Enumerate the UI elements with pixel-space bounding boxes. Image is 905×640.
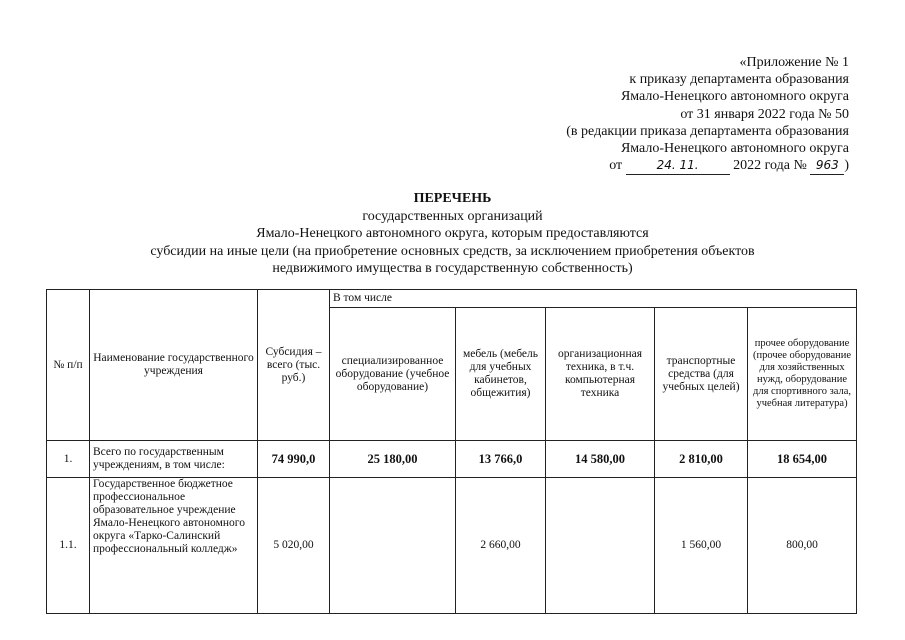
document-title	[0, 190, 905, 278]
row-office: 14 580,00	[546, 441, 655, 478]
handwritten-date: 24. 11.	[626, 157, 730, 175]
appendix-line-6: Ямало-Ненецкого автономного округа	[620, 141, 849, 157]
row-other: 800,00	[748, 478, 857, 614]
appendix-line-5: (в редакции приказа департамента образования	[566, 123, 849, 139]
year-text: 2022 года №	[733, 158, 807, 174]
organizations-table	[46, 289, 857, 614]
row-name: Государственное бюджетное профессиональное образовательное учреждение Ямало-Ненецкого автономного округа «Тарко-Салинский профессиональный колледж»	[90, 478, 258, 614]
row-other: 18 654,00	[748, 441, 857, 478]
title-line-4: недвижимого имущества в государственную собственность)	[272, 261, 633, 276]
header-subsidy: Субсидия – всего (тыс. руб.)	[258, 290, 330, 441]
title-heading: ПЕРЕЧЕНЬ	[413, 191, 492, 206]
row-name: Всего по государственным учреждениям, в том числе:	[90, 441, 258, 478]
closing-paren: )	[844, 158, 849, 174]
appendix-line-1: «Приложение № 1	[739, 55, 849, 70]
header-transport: транспортные средства (для учебных целей)	[655, 308, 748, 441]
title-line-2: Ямало-Ненецкого автономного округа, которым предоставляются	[256, 226, 649, 241]
row-office	[546, 478, 655, 614]
row-special	[330, 478, 456, 614]
header-name: Наименование государственного учреждения	[90, 290, 258, 441]
row-num: 1.	[47, 441, 90, 478]
appendix-line-4: от 31 января 2022 года № 50	[680, 106, 849, 122]
header-including: В том числе	[330, 290, 857, 308]
row-special: 25 180,00	[330, 441, 456, 478]
appendix-header	[566, 54, 849, 175]
header-num: № п/п	[47, 290, 90, 441]
table-row	[47, 478, 857, 614]
row-subsidy: 5 020,00	[258, 478, 330, 614]
row-subsidy: 74 990,0	[258, 441, 330, 478]
date-prefix: от	[609, 158, 623, 174]
handwritten-number: 963	[810, 157, 844, 175]
row-furniture: 2 660,00	[456, 478, 546, 614]
title-line-3: субсидии на иные цели (на приобретение основных средств, за исключением приобретения объектов	[150, 243, 755, 259]
header-furniture: мебель (мебель для учебных кабинетов, общежития)	[456, 308, 546, 441]
row-furniture: 13 766,0	[456, 441, 546, 478]
appendix-date-line	[566, 157, 849, 175]
table-header-row-1	[47, 290, 857, 308]
appendix-line-3: Ямало-Ненецкого автономного округа	[620, 89, 849, 105]
header-special: специализированное оборудование (учебное оборудование)	[330, 308, 456, 441]
row-num: 1.1.	[47, 478, 90, 614]
row-transport: 2 810,00	[655, 441, 748, 478]
header-office: организационная техника, в т.ч. компьютерная техника	[546, 308, 655, 441]
title-line-1: государственных организаций	[362, 208, 543, 224]
appendix-line-2: к приказу департамента образования	[629, 72, 849, 88]
header-other: прочее оборудование (прочее оборудование для хозяйственных нужд, оборудование для спортивного зала, учебная литература)	[748, 308, 857, 441]
row-transport: 1 560,00	[655, 478, 748, 614]
table-row	[47, 441, 857, 478]
